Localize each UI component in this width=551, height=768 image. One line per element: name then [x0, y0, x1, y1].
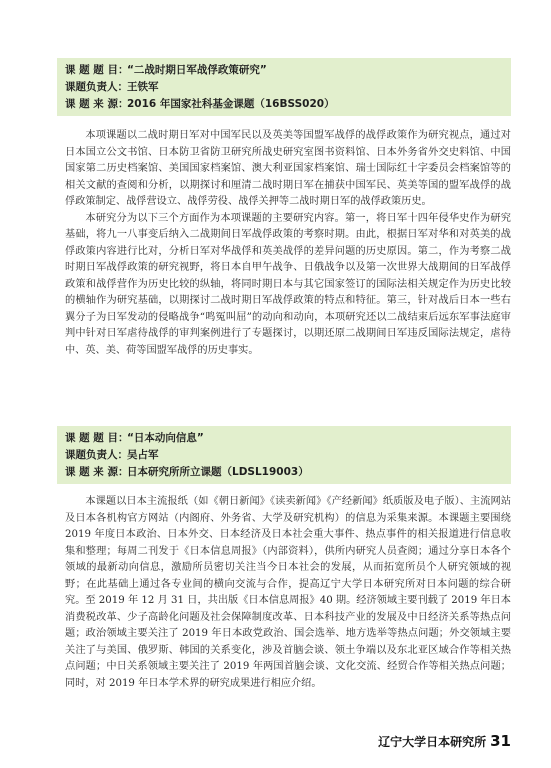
- project-body-2: [65, 494, 511, 692]
- source-label: 课 题 来 源：: [65, 466, 129, 478]
- title-label: 课 题 题 目：: [65, 64, 129, 76]
- project-title: “二战时期日军战俘政策研究”: [127, 64, 267, 76]
- project-header-1: [57, 58, 511, 116]
- project-lead-line: [65, 79, 503, 96]
- project-lead: 王铁军: [127, 81, 159, 93]
- project-source: 日本研究所所立课题（LDSL19003）: [127, 466, 309, 478]
- page-number: 31: [490, 732, 511, 750]
- body-paragraph: 本课题以日本主流报纸（如《朝日新闻》《读卖新闻》《产经新闻》纸质版及电子版）、主流网站及日本各机构官方网站（内阁府、外务省、大学及研究机构）的信息为采集来源。本课题主要围绕 2019 年度日本政治、日本外交、日本经济及日本社会重大事件、热点事件的相关报道进行信息收集和整理；每周二刊发于《日本信息周报》（内部资料），供所内研究人员查阅；通过分享日本各个领域的最新动向信息，激励所员密切关注当今日本社会的发展，从而拓宽所员个人研究领域的视野；在此基础上通过各专业间的横向交流与合作，提高辽宁大学日本研究所对日本问题的综合研究。至 2019 年 12 月 31 日，共出版《日本信息周报》40 期。经济领域主要刊载了 2019 年日本消费税改革、少子高龄化问题及社会保障制度改革、日本科技产业的发展及中日经济关系等热点问题；政治领域主要关注了 2019 年日本政党政治、国会选举、地方选举等热点问题；外交领域主要关注了与美国、俄罗斯、韩国的关系变化，涉及首脑会谈、领土争端以及东北亚区域合作等相关热点问题；中日关系领域主要关注了 2019 年两国首脑会谈、文化交流、经贸合作等相关热点问题；同时，对 2019 年日本学术界的研究成果进行相应介绍。: [65, 496, 511, 689]
- source-label: 课 题 来 源：: [65, 98, 129, 110]
- project-title-line: [65, 62, 503, 79]
- project-source-line: [65, 464, 503, 481]
- project-lead: 吴占军: [127, 449, 159, 461]
- body-paragraph: 本研究分为以下三个方面作为本项课题的主要研究内容。第一，将日军十四年侵华史作为研究基础，将九一八事变后纳入二战期间日军战俘政策的考察时期。由此，根据日军对华和对英美的战俘政策内容进行比对，分析日军对华战俘和英美战俘的差异问题的历史原因。第二，作为考察二战时期日军战俘政策的研究视野，将日本自甲午战争、日俄战争以及第一次世界大战期间的日军战俘政策和战俘营作为历史比较的纵轴，将同时期日本与其它国家签订的国际法相关规定作为历史比较的横轴作为研究基础，以期探讨二战时期日军战俘政策的特点和特征。第三，针对战后日本一些右翼分子为日军发动的侵略战争“鸣冤叫屈”的动向和动向，本项研究还以二战结束后远东军事法庭审判中针对日军虐待战俘的审判案例进行了专题探讨，以期还原二战期间日军违反国际法规定，虐待中、英、美、荷等国盟军战俘的历史事实。: [65, 212, 511, 356]
- page-footer: [378, 732, 511, 750]
- lead-label: 课题负责人：: [65, 81, 128, 93]
- title-label: 课 题 题 目：: [65, 432, 129, 444]
- project-body-1: [65, 128, 511, 359]
- project-title-line: [65, 430, 503, 447]
- project-source-line: [65, 96, 503, 113]
- project-lead-line: [65, 447, 503, 464]
- project-source: 2016 年国家社科基金课题（16BSS020）: [127, 98, 335, 110]
- lead-label: 课题负责人：: [65, 449, 128, 461]
- project-header-2: [57, 426, 511, 484]
- project-title: “日本动向信息”: [127, 432, 204, 444]
- footer-institute: 辽宁大学日本研究所: [378, 735, 487, 749]
- body-paragraph: 本项课题以二战时期日军对中国军民以及英美等国盟军战俘的战俘政策作为研究视点，通过对日本国立公文书馆、日本防卫省防卫研究所战史研究室图书资料馆、日本外务省外交史料馆、中国国家第二历史档案馆、美国国家档案馆、澳大利亚国家档案馆、瑞士国际红十字委员会档案馆等的相关文献的查阅和分析，以期探讨和厘清二战时期日军在捕获中国军民、英美等国的盟军战俘的战俘政策制定、战俘营设立、战俘劳役、战俘关押等二战时期日军的战俘政策历史。: [65, 130, 511, 207]
